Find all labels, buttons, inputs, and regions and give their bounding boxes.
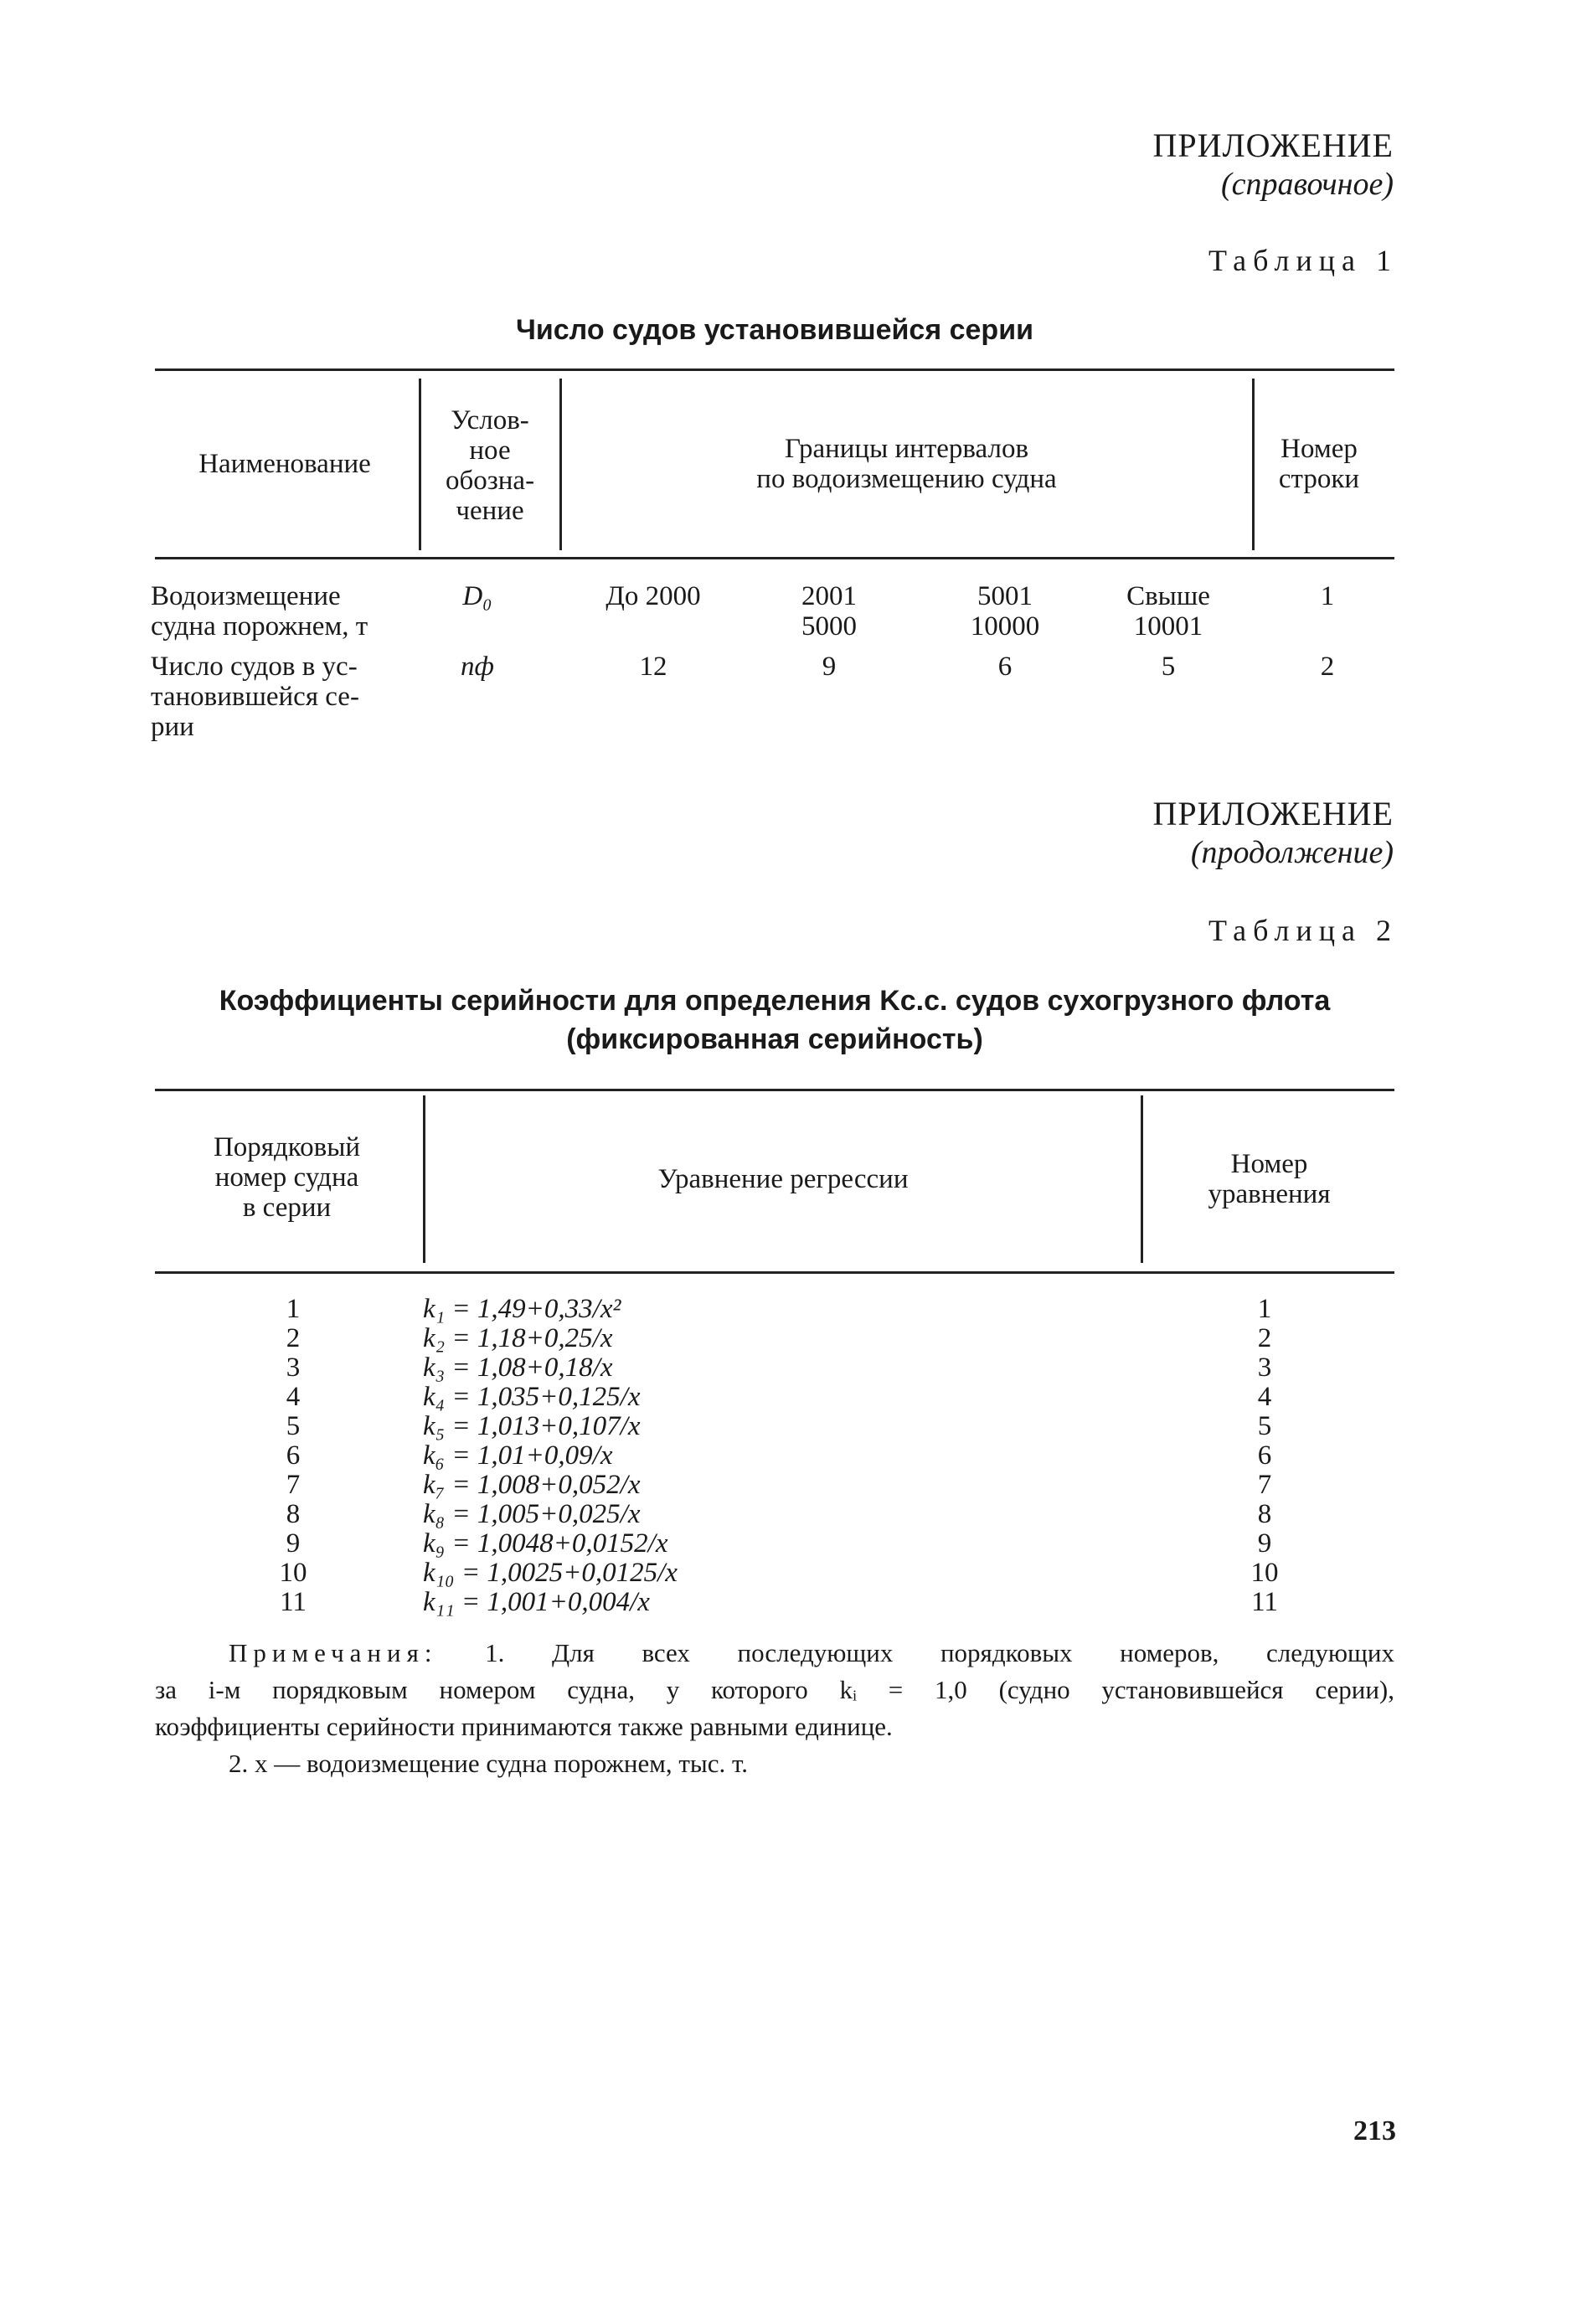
- row-order-number: 5: [286, 1411, 301, 1441]
- table2-divider: [423, 1095, 425, 1263]
- table1-row2-no: 2: [1320, 652, 1335, 682]
- row-equation: k₁₁ = 1,001+0,004/x: [423, 1587, 650, 1617]
- table-row: [0, 1441, 1582, 1471]
- row-order-number: 2: [286, 1323, 301, 1353]
- row-equation: k₅ = 1,013+0,107/x: [423, 1411, 641, 1441]
- appendix-title: ПРИЛОЖЕНИЕ: [1152, 126, 1394, 164]
- table1-row2-c2: 9: [822, 652, 837, 682]
- table-row: [0, 1471, 1582, 1500]
- table1-divider: [419, 379, 421, 550]
- table1-row1-c4: Свыше 10001: [1126, 581, 1210, 642]
- row-equation: k₂ = 1,18+0,25/x: [423, 1323, 613, 1353]
- table2-divider: [1141, 1095, 1143, 1263]
- row-equation: k₇ = 1,008+0,052/x: [423, 1470, 641, 1500]
- row-equation: k₁ = 1,49+0,33/x²: [423, 1294, 621, 1324]
- table2-label: Таблица 2: [1208, 914, 1398, 947]
- row-equation-number: 8: [1257, 1499, 1272, 1529]
- table-row: [0, 1559, 1582, 1588]
- table1-row2-c3: 6: [997, 652, 1013, 682]
- table1-caption: Число судов установившейся серии: [515, 314, 1033, 346]
- table1-row2-c1: 12: [639, 652, 667, 682]
- table1-label: Таблица 1: [1208, 244, 1398, 277]
- row-equation-number: 7: [1257, 1470, 1272, 1500]
- table2-caption-line2: (фиксированная серийность): [566, 1023, 983, 1055]
- row-equation: k₄ = 1,035+0,125/x: [423, 1382, 641, 1412]
- table1-row1-symbol: D₀: [462, 581, 492, 611]
- note1-line3: коэффициенты серийности принимаются также равными единице.: [155, 1712, 893, 1741]
- row-order-number: 4: [286, 1382, 301, 1412]
- appendix2-title: ПРИЛОЖЕНИЕ: [1152, 795, 1394, 832]
- table1-header-intervals: Границы интервалов по водоизмещению судна: [756, 434, 1057, 494]
- row-equation-number: 9: [1257, 1528, 1272, 1559]
- note1-line1: Примечания: 1. Для всех последующих порядковых номеров, следующих: [229, 1638, 1395, 1667]
- row-equation-number: 3: [1257, 1353, 1272, 1383]
- table1-top-rule: [155, 368, 1394, 371]
- table2-header-order: Порядковый номер судна в серии: [213, 1132, 361, 1223]
- note1-line2: за i-м порядковым номером судна, у которого kᵢ = 1,0 (судно установившейся серии),: [155, 1675, 1394, 1704]
- row-order-number: 7: [286, 1470, 301, 1500]
- row-equation: k₃ = 1,08+0,18/x: [423, 1353, 613, 1383]
- row-equation-number: 11: [1251, 1587, 1278, 1617]
- table1-row1-c2: 2001 5000: [801, 581, 857, 642]
- table1-row2-symbol: nф: [461, 652, 494, 682]
- table1-divider: [559, 379, 562, 550]
- table2-top-rule: [155, 1089, 1394, 1091]
- note2: 2. x — водоизмещение судна порожнем, тыс. т.: [229, 1749, 748, 1778]
- appendix-subtitle: (справочное): [1220, 167, 1394, 202]
- row-order-number: 9: [286, 1528, 301, 1559]
- table1-header-name: Наименование: [198, 449, 371, 479]
- table2-header-rule: [155, 1271, 1394, 1274]
- notes-label: Примечания:: [229, 1638, 438, 1667]
- table1-header-rule: [155, 557, 1394, 559]
- table1-row2-name: Число судов в ус- тановившейся се- рии: [151, 652, 359, 742]
- table2-notes: [155, 1635, 1394, 1782]
- row-equation-number: 5: [1257, 1411, 1272, 1441]
- table1-header-row-no: Номер строки: [1278, 434, 1360, 494]
- row-equation: k₈ = 1,005+0,025/x: [423, 1499, 641, 1529]
- row-order-number: 8: [286, 1499, 301, 1529]
- row-order-number: 10: [279, 1558, 307, 1588]
- table-row: [0, 1353, 1582, 1383]
- table2-body: [0, 1295, 1582, 1617]
- table1-row1-no: 1: [1320, 581, 1335, 611]
- row-equation: k₁₀ = 1,0025+0,0125/x: [423, 1558, 678, 1588]
- table-row: [0, 1324, 1582, 1353]
- row-equation-number: 2: [1257, 1323, 1272, 1353]
- row-equation-number: 10: [1250, 1558, 1279, 1588]
- table1-row1-c1: До 2000: [605, 581, 701, 611]
- row-order-number: 11: [280, 1587, 307, 1617]
- table1-row1-c3: 5001 10000: [970, 581, 1040, 642]
- table1-row1-name: Водоизмещение судна порожнем, т: [151, 581, 368, 642]
- row-equation-number: 4: [1257, 1382, 1272, 1412]
- row-equation-number: 1: [1257, 1294, 1272, 1324]
- table-row: [0, 1295, 1582, 1324]
- table1-header-symbol: Услов- ное обозна- чение: [445, 405, 535, 526]
- table-row: [0, 1383, 1582, 1412]
- row-order-number: 6: [286, 1440, 301, 1471]
- table1-divider: [1252, 379, 1255, 550]
- appendix2-subtitle: (продолжение): [1190, 835, 1394, 870]
- row-equation: k₉ = 1,0048+0,0152/x: [423, 1528, 668, 1559]
- row-order-number: 3: [286, 1353, 301, 1383]
- page-number: 213: [1353, 2115, 1396, 2146]
- table2-header-eq-no: Номер уравнения: [1208, 1149, 1331, 1209]
- row-equation-number: 6: [1257, 1440, 1272, 1471]
- table-row: [0, 1500, 1582, 1529]
- row-order-number: 1: [286, 1294, 301, 1324]
- table2-header-equation: Уравнение регрессии: [657, 1164, 909, 1194]
- table1-row2-c4: 5: [1161, 652, 1176, 682]
- table-row: [0, 1529, 1582, 1559]
- table-row: [0, 1588, 1582, 1617]
- row-equation: k₆ = 1,01+0,09/x: [423, 1440, 613, 1471]
- table2-caption-line1: Коэффициенты серийности для определения Kс.с. судов сухогрузного флота: [219, 985, 1331, 1017]
- table-row: [0, 1412, 1582, 1441]
